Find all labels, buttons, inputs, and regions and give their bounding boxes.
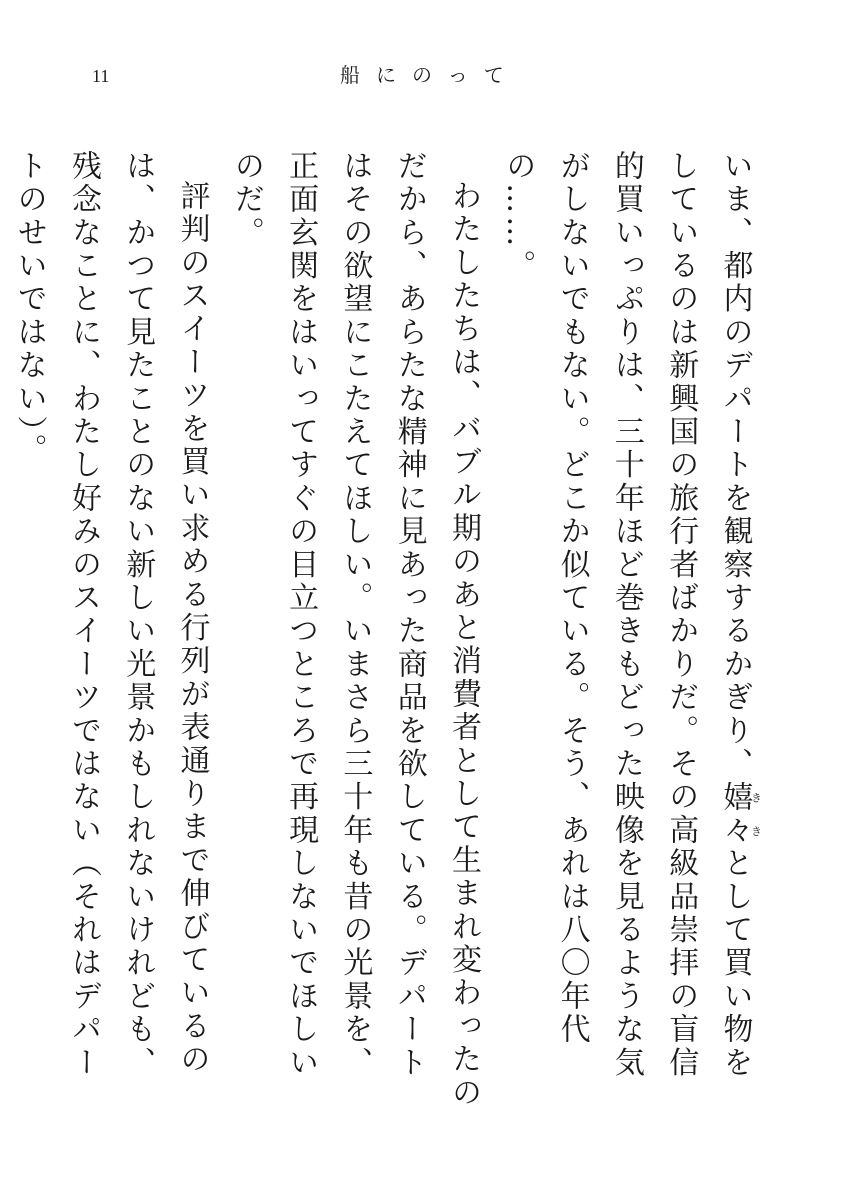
paragraph-1-text-a: いま、都内のデパートを観察するかぎり、 (717, 150, 753, 781)
ruby-kiki (717, 780, 763, 848)
paragraph-1-text-b: として買い物をしているのは新興国の旅行者ばかりだ。その高級品崇拝の盲信的買いっぷりは、三十年ほど巻きもどった映像を見るような気がしないでもない。どこか似ている。そう、あれは八〇年代の……。 (500, 150, 753, 1080)
paragraph-2: わたしたちは、バブル期のあと消費者として生まれ変わったのだから、あらたな精神に見あった商品を欲している。デパートはその欲望にこたえてほしい。いまさら三十年も昔の光景を、正面玄関をはいってすぐの目立つところで再現しないでほしいのだ。 (228, 150, 482, 1110)
body-text (11, 150, 763, 1110)
paragraph-3: 評判のスイーツを買い求める行列が表通りまで伸びているのは、かつて見たことのない新しい光景かもしれないけれども、残念なことに、わたし好みのスイーツではない（それはデパートのせいではない）。 (11, 150, 210, 1080)
ruby-base: 嬉々 (717, 780, 753, 848)
paragraph-4 (0, 150, 1, 1110)
running-title: 船にのって (340, 63, 520, 87)
paragraph-1 (490, 150, 762, 1110)
ruby-reading: きき (749, 780, 763, 848)
page-number: 11 (92, 66, 110, 86)
